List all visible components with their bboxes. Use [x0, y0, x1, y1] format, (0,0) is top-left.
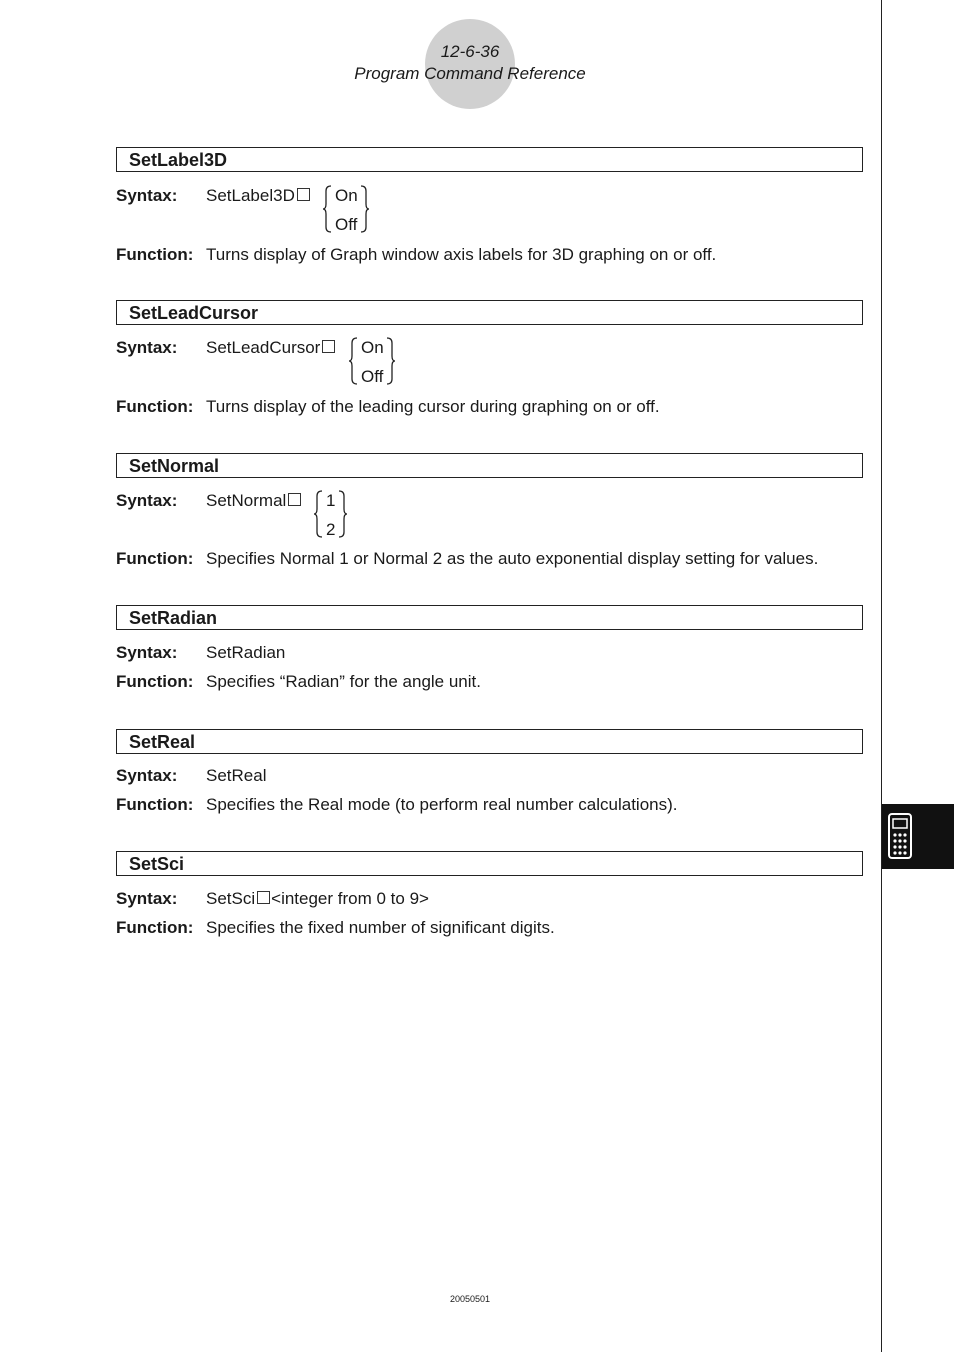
syntax-option: On	[335, 186, 358, 205]
function-label: Function:	[116, 245, 194, 264]
brace-icon	[386, 337, 396, 385]
function-label: Function:	[116, 672, 194, 691]
command-heading	[116, 147, 863, 172]
syntax-value: SetLeadCursor	[206, 338, 336, 358]
brace-icon	[338, 490, 348, 538]
syntax-label: Syntax:	[116, 491, 178, 510]
space-box-icon	[297, 188, 310, 201]
function-label: Function:	[116, 549, 194, 568]
syntax-label: Syntax:	[116, 889, 178, 908]
command-name: SetSci	[129, 854, 185, 874]
space-box-icon	[322, 340, 335, 353]
syntax-label: Syntax:	[116, 338, 178, 357]
function-text: Specifies the Real mode (to perform real number calculations).	[206, 795, 678, 814]
syntax-label: Syntax:	[116, 766, 178, 785]
command-heading	[116, 605, 863, 630]
syntax-option: On	[361, 338, 384, 357]
footer-code: 20050501	[449, 1294, 491, 1304]
syntax-value: SetReal	[206, 766, 267, 785]
syntax-option: 2	[326, 520, 336, 539]
syntax-value: SetSci <integer from 0 to 9>	[206, 889, 429, 908]
page-title: Program Command Reference	[354, 64, 586, 83]
command-heading	[116, 300, 863, 325]
function-text: Specifies “Radian” for the angle unit.	[206, 672, 481, 691]
syntax-label: Syntax:	[116, 643, 178, 662]
syntax-option: Off	[361, 367, 384, 386]
syntax-value: SetLabel3D	[206, 186, 311, 206]
right-margin-rule	[881, 0, 882, 1352]
space-box-icon	[288, 493, 301, 506]
syntax-value: SetRadian	[206, 643, 286, 662]
function-label: Function:	[116, 397, 194, 416]
chapter-tab	[882, 804, 954, 869]
syntax-value: SetNormal	[206, 491, 302, 511]
command-heading	[116, 851, 863, 876]
brace-icon	[313, 490, 323, 538]
brace-icon	[360, 185, 370, 233]
function-text: Specifies Normal 1 or Normal 2 as the auto exponential display setting for values.	[206, 549, 819, 568]
page-number: 12-6-36	[440, 42, 500, 61]
command-heading	[116, 729, 863, 754]
syntax-label: Syntax:	[116, 186, 178, 205]
command-name: SetLeadCursor	[129, 303, 259, 323]
command-name: SetRadian	[129, 608, 218, 628]
brace-icon	[322, 185, 332, 233]
function-text: Turns display of Graph window axis labels for 3D graphing on or off.	[206, 245, 717, 264]
function-label: Function:	[116, 795, 194, 814]
syntax-option: Off	[335, 215, 358, 234]
function-text: Turns display of the leading cursor during graphing on or off.	[206, 397, 660, 416]
function-label: Function:	[116, 918, 194, 937]
command-name: SetReal	[129, 732, 196, 752]
command-heading	[116, 453, 863, 478]
command-name: SetNormal	[129, 456, 220, 476]
space-box-icon	[257, 891, 270, 904]
function-text: Specifies the fixed number of significant digits.	[206, 918, 555, 937]
command-name: SetLabel3D	[129, 150, 228, 170]
syntax-option: 1	[326, 491, 336, 510]
calculator-icon	[888, 813, 912, 859]
brace-icon	[348, 337, 358, 385]
